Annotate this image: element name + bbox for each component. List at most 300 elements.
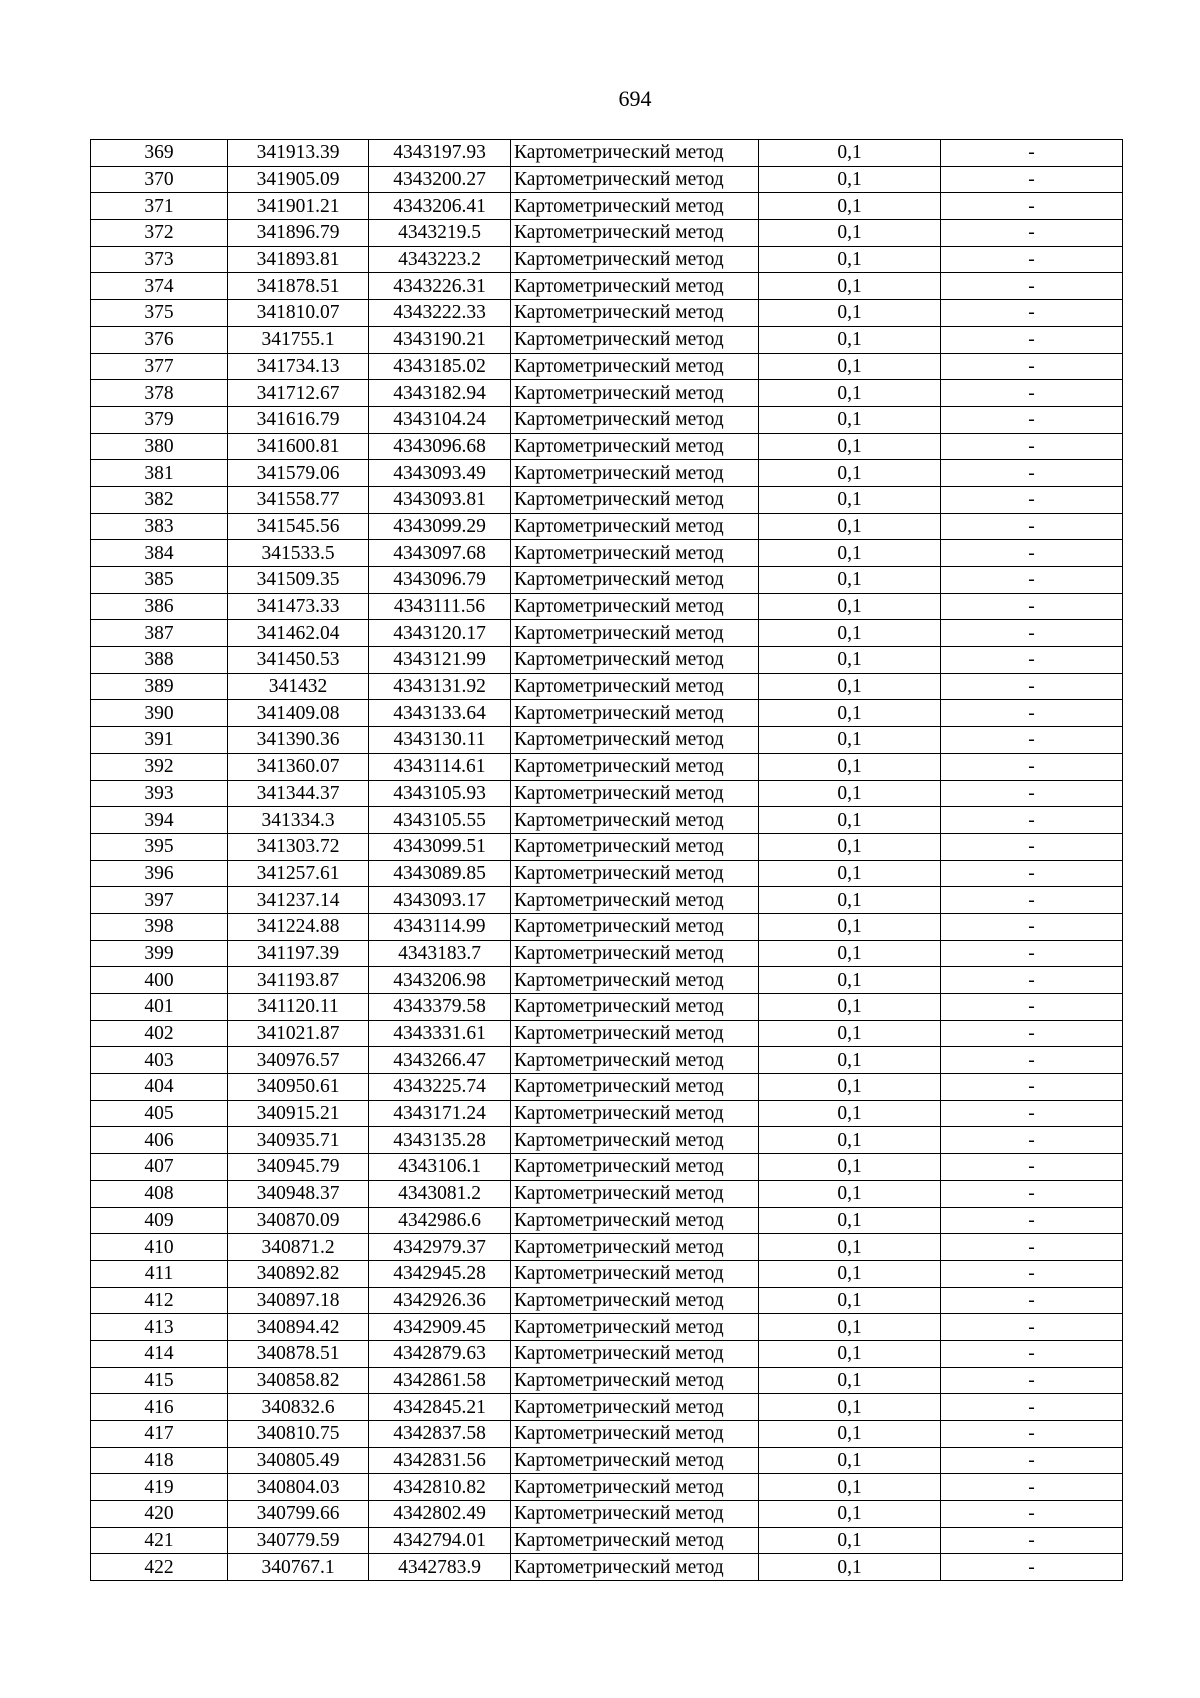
- accuracy-cell: 0,1: [759, 1127, 941, 1154]
- x-coordinate-cell: 340894.42: [228, 1314, 369, 1341]
- method-cell: Картометрический метод: [511, 1501, 759, 1528]
- table-row: [91, 1474, 1123, 1501]
- x-coordinate-cell: 341193.87: [228, 967, 369, 994]
- y-coordinate-cell: 4342945.28: [369, 1260, 511, 1287]
- dash-cell: -: [941, 753, 1123, 780]
- dash-cell: -: [941, 940, 1123, 967]
- method-cell: Картометрический метод: [511, 406, 759, 433]
- table-row: [91, 353, 1123, 380]
- method-cell: Картометрический метод: [511, 727, 759, 754]
- point-number-cell: 404: [91, 1074, 228, 1101]
- dash-cell: -: [941, 1527, 1123, 1554]
- point-number-cell: 401: [91, 994, 228, 1021]
- table-row: [91, 1501, 1123, 1528]
- dash-cell: -: [941, 994, 1123, 1021]
- method-cell: Картометрический метод: [511, 1154, 759, 1181]
- x-coordinate-cell: 340804.03: [228, 1474, 369, 1501]
- dash-cell: -: [941, 273, 1123, 300]
- x-coordinate-cell: 340976.57: [228, 1047, 369, 1074]
- y-coordinate-cell: 4343120.17: [369, 620, 511, 647]
- accuracy-cell: 0,1: [759, 220, 941, 247]
- table-row: [91, 1127, 1123, 1154]
- point-number-cell: 373: [91, 246, 228, 273]
- y-coordinate-cell: 4342986.6: [369, 1207, 511, 1234]
- x-coordinate-cell: 341893.81: [228, 246, 369, 273]
- point-number-cell: 388: [91, 647, 228, 674]
- point-number-cell: 403: [91, 1047, 228, 1074]
- method-cell: Картометрический метод: [511, 833, 759, 860]
- point-number-cell: 378: [91, 380, 228, 407]
- dash-cell: -: [941, 807, 1123, 834]
- accuracy-cell: 0,1: [759, 1314, 941, 1341]
- table-row: [91, 326, 1123, 353]
- x-coordinate-cell: 340805.49: [228, 1447, 369, 1474]
- point-number-cell: 390: [91, 700, 228, 727]
- accuracy-cell: 0,1: [759, 1260, 941, 1287]
- y-coordinate-cell: 4343226.31: [369, 273, 511, 300]
- method-cell: Картометрический метод: [511, 1394, 759, 1421]
- method-cell: Картометрический метод: [511, 1020, 759, 1047]
- y-coordinate-cell: 4343130.11: [369, 727, 511, 754]
- point-number-cell: 421: [91, 1527, 228, 1554]
- x-coordinate-cell: 341334.3: [228, 807, 369, 834]
- method-cell: Картометрический метод: [511, 166, 759, 193]
- y-coordinate-cell: 4343225.74: [369, 1074, 511, 1101]
- dash-cell: -: [941, 1100, 1123, 1127]
- accuracy-cell: 0,1: [759, 193, 941, 220]
- table-row: [91, 380, 1123, 407]
- x-coordinate-cell: 340878.51: [228, 1340, 369, 1367]
- table-row: [91, 1020, 1123, 1047]
- dash-cell: -: [941, 140, 1123, 167]
- dash-cell: -: [941, 1287, 1123, 1314]
- point-number-cell: 422: [91, 1554, 228, 1581]
- method-cell: Картометрический метод: [511, 1207, 759, 1234]
- table-row: [91, 193, 1123, 220]
- dash-cell: -: [941, 1394, 1123, 1421]
- accuracy-cell: 0,1: [759, 540, 941, 567]
- dash-cell: -: [941, 1554, 1123, 1581]
- dash-cell: -: [941, 700, 1123, 727]
- y-coordinate-cell: 4342831.56: [369, 1447, 511, 1474]
- y-coordinate-cell: 4342810.82: [369, 1474, 511, 1501]
- accuracy-cell: 0,1: [759, 433, 941, 460]
- x-coordinate-cell: 341734.13: [228, 353, 369, 380]
- accuracy-cell: 0,1: [759, 833, 941, 860]
- table-row: [91, 940, 1123, 967]
- method-cell: Картометрический метод: [511, 1287, 759, 1314]
- y-coordinate-cell: 4343171.24: [369, 1100, 511, 1127]
- dash-cell: -: [941, 1180, 1123, 1207]
- x-coordinate-cell: 341509.35: [228, 567, 369, 594]
- accuracy-cell: 0,1: [759, 673, 941, 700]
- method-cell: Картометрический метод: [511, 380, 759, 407]
- y-coordinate-cell: 4343121.99: [369, 647, 511, 674]
- dash-cell: -: [941, 246, 1123, 273]
- point-number-cell: 412: [91, 1287, 228, 1314]
- method-cell: Картометрический метод: [511, 273, 759, 300]
- y-coordinate-cell: 4343093.17: [369, 887, 511, 914]
- x-coordinate-cell: 341545.56: [228, 513, 369, 540]
- table-row: [91, 166, 1123, 193]
- point-number-cell: 420: [91, 1501, 228, 1528]
- x-coordinate-cell: 341533.5: [228, 540, 369, 567]
- x-coordinate-cell: 341905.09: [228, 166, 369, 193]
- method-cell: Картометрический метод: [511, 1074, 759, 1101]
- x-coordinate-cell: 341600.81: [228, 433, 369, 460]
- accuracy-cell: 0,1: [759, 1154, 941, 1181]
- point-number-cell: 410: [91, 1234, 228, 1261]
- x-coordinate-cell: 341224.88: [228, 913, 369, 940]
- point-number-cell: 371: [91, 193, 228, 220]
- table-row: [91, 486, 1123, 513]
- x-coordinate-cell: 341344.37: [228, 780, 369, 807]
- method-cell: Картометрический метод: [511, 433, 759, 460]
- y-coordinate-cell: 4343105.55: [369, 807, 511, 834]
- point-number-cell: 418: [91, 1447, 228, 1474]
- table-row: [91, 1207, 1123, 1234]
- table-row: [91, 567, 1123, 594]
- method-cell: Картометрический метод: [511, 540, 759, 567]
- dash-cell: -: [941, 1314, 1123, 1341]
- accuracy-cell: 0,1: [759, 1447, 941, 1474]
- table-row: [91, 727, 1123, 754]
- y-coordinate-cell: 4343106.1: [369, 1154, 511, 1181]
- point-number-cell: 382: [91, 486, 228, 513]
- x-coordinate-cell: 341462.04: [228, 620, 369, 647]
- dash-cell: -: [941, 380, 1123, 407]
- table-row: [91, 1314, 1123, 1341]
- point-number-cell: 400: [91, 967, 228, 994]
- point-number-cell: 409: [91, 1207, 228, 1234]
- table-row: [91, 833, 1123, 860]
- method-cell: Картометрический метод: [511, 300, 759, 327]
- method-cell: Картометрический метод: [511, 593, 759, 620]
- accuracy-cell: 0,1: [759, 700, 941, 727]
- table-row: [91, 1234, 1123, 1261]
- dash-cell: -: [941, 1207, 1123, 1234]
- table-row: [91, 700, 1123, 727]
- dash-cell: -: [941, 326, 1123, 353]
- point-number-cell: 399: [91, 940, 228, 967]
- x-coordinate-cell: 340779.59: [228, 1527, 369, 1554]
- point-number-cell: 381: [91, 460, 228, 487]
- table-row: [91, 406, 1123, 433]
- table-row: [91, 273, 1123, 300]
- point-number-cell: 374: [91, 273, 228, 300]
- point-number-cell: 405: [91, 1100, 228, 1127]
- x-coordinate-cell: 341712.67: [228, 380, 369, 407]
- point-number-cell: 397: [91, 887, 228, 914]
- x-coordinate-cell: 341360.07: [228, 753, 369, 780]
- method-cell: Картометрический метод: [511, 860, 759, 887]
- dash-cell: -: [941, 433, 1123, 460]
- coordinates-table: [90, 139, 1123, 1581]
- accuracy-cell: 0,1: [759, 1340, 941, 1367]
- y-coordinate-cell: 4342909.45: [369, 1314, 511, 1341]
- y-coordinate-cell: 4343185.02: [369, 353, 511, 380]
- x-coordinate-cell: 341901.21: [228, 193, 369, 220]
- accuracy-cell: 0,1: [759, 1527, 941, 1554]
- dash-cell: -: [941, 1154, 1123, 1181]
- y-coordinate-cell: 4343089.85: [369, 860, 511, 887]
- method-cell: Картометрический метод: [511, 994, 759, 1021]
- table-row: [91, 647, 1123, 674]
- table-row: [91, 593, 1123, 620]
- point-number-cell: 372: [91, 220, 228, 247]
- table-row: [91, 1340, 1123, 1367]
- point-number-cell: 419: [91, 1474, 228, 1501]
- table-row: [91, 1554, 1123, 1581]
- y-coordinate-cell: 4343206.98: [369, 967, 511, 994]
- accuracy-cell: 0,1: [759, 913, 941, 940]
- point-number-cell: 369: [91, 140, 228, 167]
- point-number-cell: 391: [91, 727, 228, 754]
- y-coordinate-cell: 4343197.93: [369, 140, 511, 167]
- dash-cell: -: [941, 567, 1123, 594]
- method-cell: Картометрический метод: [511, 1100, 759, 1127]
- table-row: [91, 967, 1123, 994]
- accuracy-cell: 0,1: [759, 620, 941, 647]
- dash-cell: -: [941, 486, 1123, 513]
- x-coordinate-cell: 341616.79: [228, 406, 369, 433]
- accuracy-cell: 0,1: [759, 1074, 941, 1101]
- x-coordinate-cell: 341257.61: [228, 860, 369, 887]
- point-number-cell: 411: [91, 1260, 228, 1287]
- table-row: [91, 673, 1123, 700]
- coordinates-table-body: [91, 140, 1123, 1581]
- point-number-cell: 380: [91, 433, 228, 460]
- method-cell: Картометрический метод: [511, 1554, 759, 1581]
- table-row: [91, 994, 1123, 1021]
- accuracy-cell: 0,1: [759, 567, 941, 594]
- accuracy-cell: 0,1: [759, 513, 941, 540]
- x-coordinate-cell: 340935.71: [228, 1127, 369, 1154]
- table-row: [91, 1394, 1123, 1421]
- y-coordinate-cell: 4342926.36: [369, 1287, 511, 1314]
- x-coordinate-cell: 341021.87: [228, 1020, 369, 1047]
- method-cell: Картометрический метод: [511, 1527, 759, 1554]
- x-coordinate-cell: 341120.11: [228, 994, 369, 1021]
- table-row: [91, 1154, 1123, 1181]
- point-number-cell: 377: [91, 353, 228, 380]
- x-coordinate-cell: 340870.09: [228, 1207, 369, 1234]
- table-row: [91, 1287, 1123, 1314]
- table-row: [91, 807, 1123, 834]
- method-cell: Картометрический метод: [511, 193, 759, 220]
- method-cell: Картометрический метод: [511, 460, 759, 487]
- accuracy-cell: 0,1: [759, 1501, 941, 1528]
- dash-cell: -: [941, 513, 1123, 540]
- table-row: [91, 513, 1123, 540]
- point-number-cell: 383: [91, 513, 228, 540]
- y-coordinate-cell: 4343099.29: [369, 513, 511, 540]
- x-coordinate-cell: 340950.61: [228, 1074, 369, 1101]
- method-cell: Картометрический метод: [511, 1180, 759, 1207]
- y-coordinate-cell: 4343114.61: [369, 753, 511, 780]
- accuracy-cell: 0,1: [759, 780, 941, 807]
- dash-cell: -: [941, 1501, 1123, 1528]
- y-coordinate-cell: 4343222.33: [369, 300, 511, 327]
- table-row: [91, 1074, 1123, 1101]
- dash-cell: -: [941, 860, 1123, 887]
- x-coordinate-cell: 341896.79: [228, 220, 369, 247]
- y-coordinate-cell: 4343379.58: [369, 994, 511, 1021]
- x-coordinate-cell: 340767.1: [228, 1554, 369, 1581]
- accuracy-cell: 0,1: [759, 1100, 941, 1127]
- method-cell: Картометрический метод: [511, 620, 759, 647]
- dash-cell: -: [941, 353, 1123, 380]
- method-cell: Картометрический метод: [511, 1367, 759, 1394]
- method-cell: Картометрический метод: [511, 1260, 759, 1287]
- dash-cell: -: [941, 673, 1123, 700]
- y-coordinate-cell: 4343097.68: [369, 540, 511, 567]
- dash-cell: -: [941, 406, 1123, 433]
- method-cell: Картометрический метод: [511, 1474, 759, 1501]
- table-row: [91, 1047, 1123, 1074]
- y-coordinate-cell: 4342837.58: [369, 1421, 511, 1448]
- x-coordinate-cell: 340915.21: [228, 1100, 369, 1127]
- point-number-cell: 396: [91, 860, 228, 887]
- method-cell: Картометрический метод: [511, 780, 759, 807]
- method-cell: Картометрический метод: [511, 753, 759, 780]
- table-row: [91, 246, 1123, 273]
- point-number-cell: 406: [91, 1127, 228, 1154]
- y-coordinate-cell: 4342861.58: [369, 1367, 511, 1394]
- accuracy-cell: 0,1: [759, 860, 941, 887]
- point-number-cell: 398: [91, 913, 228, 940]
- method-cell: Картометрический метод: [511, 1340, 759, 1367]
- dash-cell: -: [941, 300, 1123, 327]
- point-number-cell: 414: [91, 1340, 228, 1367]
- accuracy-cell: 0,1: [759, 166, 941, 193]
- y-coordinate-cell: 4343093.81: [369, 486, 511, 513]
- y-coordinate-cell: 4343200.27: [369, 166, 511, 193]
- method-cell: Картометрический метод: [511, 1421, 759, 1448]
- method-cell: Картометрический метод: [511, 140, 759, 167]
- y-coordinate-cell: 4343096.68: [369, 433, 511, 460]
- dash-cell: -: [941, 727, 1123, 754]
- point-number-cell: 370: [91, 166, 228, 193]
- accuracy-cell: 0,1: [759, 486, 941, 513]
- y-coordinate-cell: 4343135.28: [369, 1127, 511, 1154]
- y-coordinate-cell: 4343093.49: [369, 460, 511, 487]
- table-row: [91, 433, 1123, 460]
- dash-cell: -: [941, 460, 1123, 487]
- y-coordinate-cell: 4343223.2: [369, 246, 511, 273]
- point-number-cell: 385: [91, 567, 228, 594]
- x-coordinate-cell: 341810.07: [228, 300, 369, 327]
- dash-cell: -: [941, 833, 1123, 860]
- accuracy-cell: 0,1: [759, 1394, 941, 1421]
- table-row: [91, 220, 1123, 247]
- dash-cell: -: [941, 1447, 1123, 1474]
- dash-cell: -: [941, 620, 1123, 647]
- accuracy-cell: 0,1: [759, 1020, 941, 1047]
- table-row: [91, 860, 1123, 887]
- table-row: [91, 913, 1123, 940]
- accuracy-cell: 0,1: [759, 1180, 941, 1207]
- method-cell: Картометрический метод: [511, 700, 759, 727]
- dash-cell: -: [941, 540, 1123, 567]
- x-coordinate-cell: 341197.39: [228, 940, 369, 967]
- dash-cell: -: [941, 1260, 1123, 1287]
- accuracy-cell: 0,1: [759, 140, 941, 167]
- method-cell: Картометрический метод: [511, 1047, 759, 1074]
- y-coordinate-cell: 4342783.9: [369, 1554, 511, 1581]
- x-coordinate-cell: 341237.14: [228, 887, 369, 914]
- table-row: [91, 140, 1123, 167]
- y-coordinate-cell: 4343104.24: [369, 406, 511, 433]
- method-cell: Картометрический метод: [511, 1447, 759, 1474]
- y-coordinate-cell: 4343331.61: [369, 1020, 511, 1047]
- x-coordinate-cell: 341303.72: [228, 833, 369, 860]
- dash-cell: -: [941, 967, 1123, 994]
- accuracy-cell: 0,1: [759, 273, 941, 300]
- dash-cell: -: [941, 1047, 1123, 1074]
- y-coordinate-cell: 4343183.7: [369, 940, 511, 967]
- y-coordinate-cell: 4342879.63: [369, 1340, 511, 1367]
- dash-cell: -: [941, 220, 1123, 247]
- method-cell: Картометрический метод: [511, 967, 759, 994]
- x-coordinate-cell: 340832.6: [228, 1394, 369, 1421]
- point-number-cell: 413: [91, 1314, 228, 1341]
- y-coordinate-cell: 4343099.51: [369, 833, 511, 860]
- y-coordinate-cell: 4342845.21: [369, 1394, 511, 1421]
- accuracy-cell: 0,1: [759, 1047, 941, 1074]
- dash-cell: -: [941, 1234, 1123, 1261]
- table-row: [91, 1180, 1123, 1207]
- accuracy-cell: 0,1: [759, 807, 941, 834]
- table-row: [91, 753, 1123, 780]
- accuracy-cell: 0,1: [759, 460, 941, 487]
- point-number-cell: 387: [91, 620, 228, 647]
- x-coordinate-cell: 341390.36: [228, 727, 369, 754]
- point-number-cell: 415: [91, 1367, 228, 1394]
- accuracy-cell: 0,1: [759, 887, 941, 914]
- point-number-cell: 417: [91, 1421, 228, 1448]
- point-number-cell: 408: [91, 1180, 228, 1207]
- dash-cell: -: [941, 193, 1123, 220]
- dash-cell: -: [941, 593, 1123, 620]
- accuracy-cell: 0,1: [759, 647, 941, 674]
- dash-cell: -: [941, 1474, 1123, 1501]
- y-coordinate-cell: 4342802.49: [369, 1501, 511, 1528]
- point-number-cell: 392: [91, 753, 228, 780]
- accuracy-cell: 0,1: [759, 753, 941, 780]
- x-coordinate-cell: 340810.75: [228, 1421, 369, 1448]
- x-coordinate-cell: 340897.18: [228, 1287, 369, 1314]
- y-coordinate-cell: 4342979.37: [369, 1234, 511, 1261]
- method-cell: Картометрический метод: [511, 1127, 759, 1154]
- accuracy-cell: 0,1: [759, 326, 941, 353]
- dash-cell: -: [941, 1421, 1123, 1448]
- point-number-cell: 386: [91, 593, 228, 620]
- x-coordinate-cell: 340858.82: [228, 1367, 369, 1394]
- table-row: [91, 1367, 1123, 1394]
- accuracy-cell: 0,1: [759, 1234, 941, 1261]
- table-row: [91, 620, 1123, 647]
- point-number-cell: 407: [91, 1154, 228, 1181]
- x-coordinate-cell: 341878.51: [228, 273, 369, 300]
- dash-cell: -: [941, 887, 1123, 914]
- dash-cell: -: [941, 1020, 1123, 1047]
- table-row: [91, 1100, 1123, 1127]
- y-coordinate-cell: 4343131.92: [369, 673, 511, 700]
- point-number-cell: 394: [91, 807, 228, 834]
- table-row: [91, 1527, 1123, 1554]
- method-cell: Картометрический метод: [511, 807, 759, 834]
